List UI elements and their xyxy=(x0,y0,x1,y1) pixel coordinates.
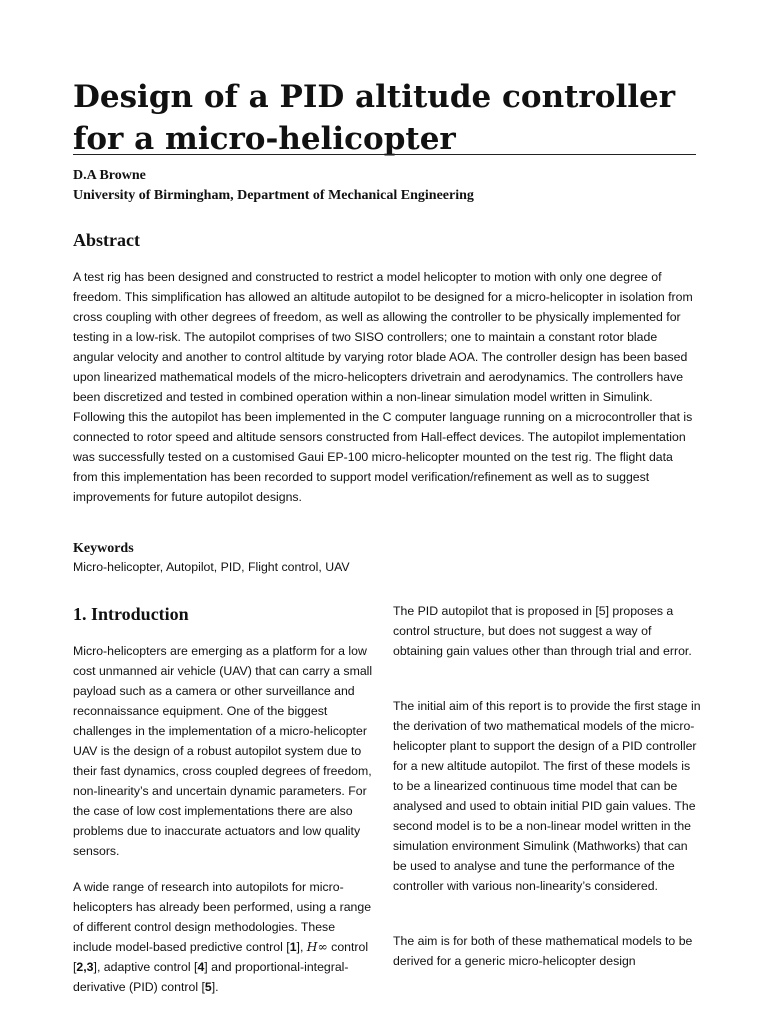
paper-title: Design of a PID altitude controller for a micro-helicopter xyxy=(73,79,676,157)
keywords-text: Micro-helicopter, Autopilot, PID, Flight control, UAV xyxy=(73,560,350,574)
author-affiliation: University of Birmingham, Department of Mechanical Engineering xyxy=(73,188,474,203)
citation-ref: 2,3 xyxy=(76,960,94,974)
intro-p2-text-2: ], xyxy=(296,940,307,954)
intro-paragraph-5: The aim is for both of these mathematical models to be derived for a generic micro-helicopter design xyxy=(393,934,693,968)
intro-p2-text-5: ] and proportional-integral-derivative (PID) control [ xyxy=(73,960,349,994)
introduction-heading: 1. Introduction xyxy=(73,604,189,624)
abstract-heading: Abstract xyxy=(73,230,140,250)
intro-p2-text-6: ]. xyxy=(211,980,219,994)
citation-ref: 4 xyxy=(197,960,205,974)
keywords-heading: Keywords xyxy=(73,541,134,556)
title-rule xyxy=(73,154,696,155)
h-infinity-math: H∞ xyxy=(306,940,328,954)
intro-paragraph-1: Micro-helicopters are emerging as a platform for a low cost unmanned air vehicle (UAV) that can carry a small payload such as a camera or other surveillance and reconnaissance equipment. One of the biggest challenges in the implementation of a micro-helicopter UAV is the design of a robust autopilot system due to their fast dynamics, cross coupled degrees of freedom, non-linearity’s and uncertain dynamic parameters. For the case of low cost implementations there are also problems due to inaccurate actuators and low quality sensors. xyxy=(73,644,373,858)
intro-p2-text-1: A wide range of research into autopilots for micro-helicopters has already been performed, using a range of different control design methodologies. These include model-based predictive control [ xyxy=(73,880,372,954)
citation-ref: 5 xyxy=(204,980,212,994)
citation-ref: 1 xyxy=(289,940,297,954)
intro-p2-text-3: control [ xyxy=(73,940,369,974)
intro-paragraph-2 xyxy=(73,877,376,997)
author-name: D.A Browne xyxy=(73,168,146,183)
abstract-text: A test rig has been designed and constructed to restrict a model helicopter to motion with only one degree of freedom. This simplification has allowed an altitude autopilot to be designed for a micro-helicopter in isolation from cross coupling with other degrees of freedom, as well as allowing the controller to be physically implemented for testing in a low-risk. The autopilot comprises of two SISO controllers; one to maintain a constant rotor blade angular velocity and another to control altitude by varying rotor blade AOA. The controller design has been based upon linearized mathematical models of the micro-helicopters drivetrain and aerodynamics. The controllers have been discretized and tested in combined operation within a non-linear simulation model written in Simulink. Following this the autopilot has been implemented in the C computer language running on a microcontroller that is connected to rotor speed and altitude sensors constructed from Hall-effect devices. The autopilot implementation was successfully tested on a customised Gaui EP-100 micro-helicopter mounted on the test rig. The flight data from this implementation has been recorded to support model verification/refinement as well as to suggest improvements for future autopilot designs. xyxy=(73,270,693,504)
intro-p2-text-4: ], adaptive control [ xyxy=(93,960,198,974)
intro-paragraph-3: The PID autopilot that is proposed in [5] proposes a control structure, but does not suggest a way of obtaining gain values other than through trial and error. xyxy=(393,604,692,658)
intro-paragraph-4: The initial aim of this report is to provide the first stage in the derivation of two mathematical models of the micro-helicopter plant to support the design of a PID controller for a new altitude autopilot. The first of these models is to be a linearized continuous time model that can be analysed and used to obtain initial PID gain values. The second model is to be a non-linear model written in the simulation environment Simulink (Mathworks) that can be used to analyse and tune the performance of the controller with various non-linearity’s considered. xyxy=(393,699,701,893)
